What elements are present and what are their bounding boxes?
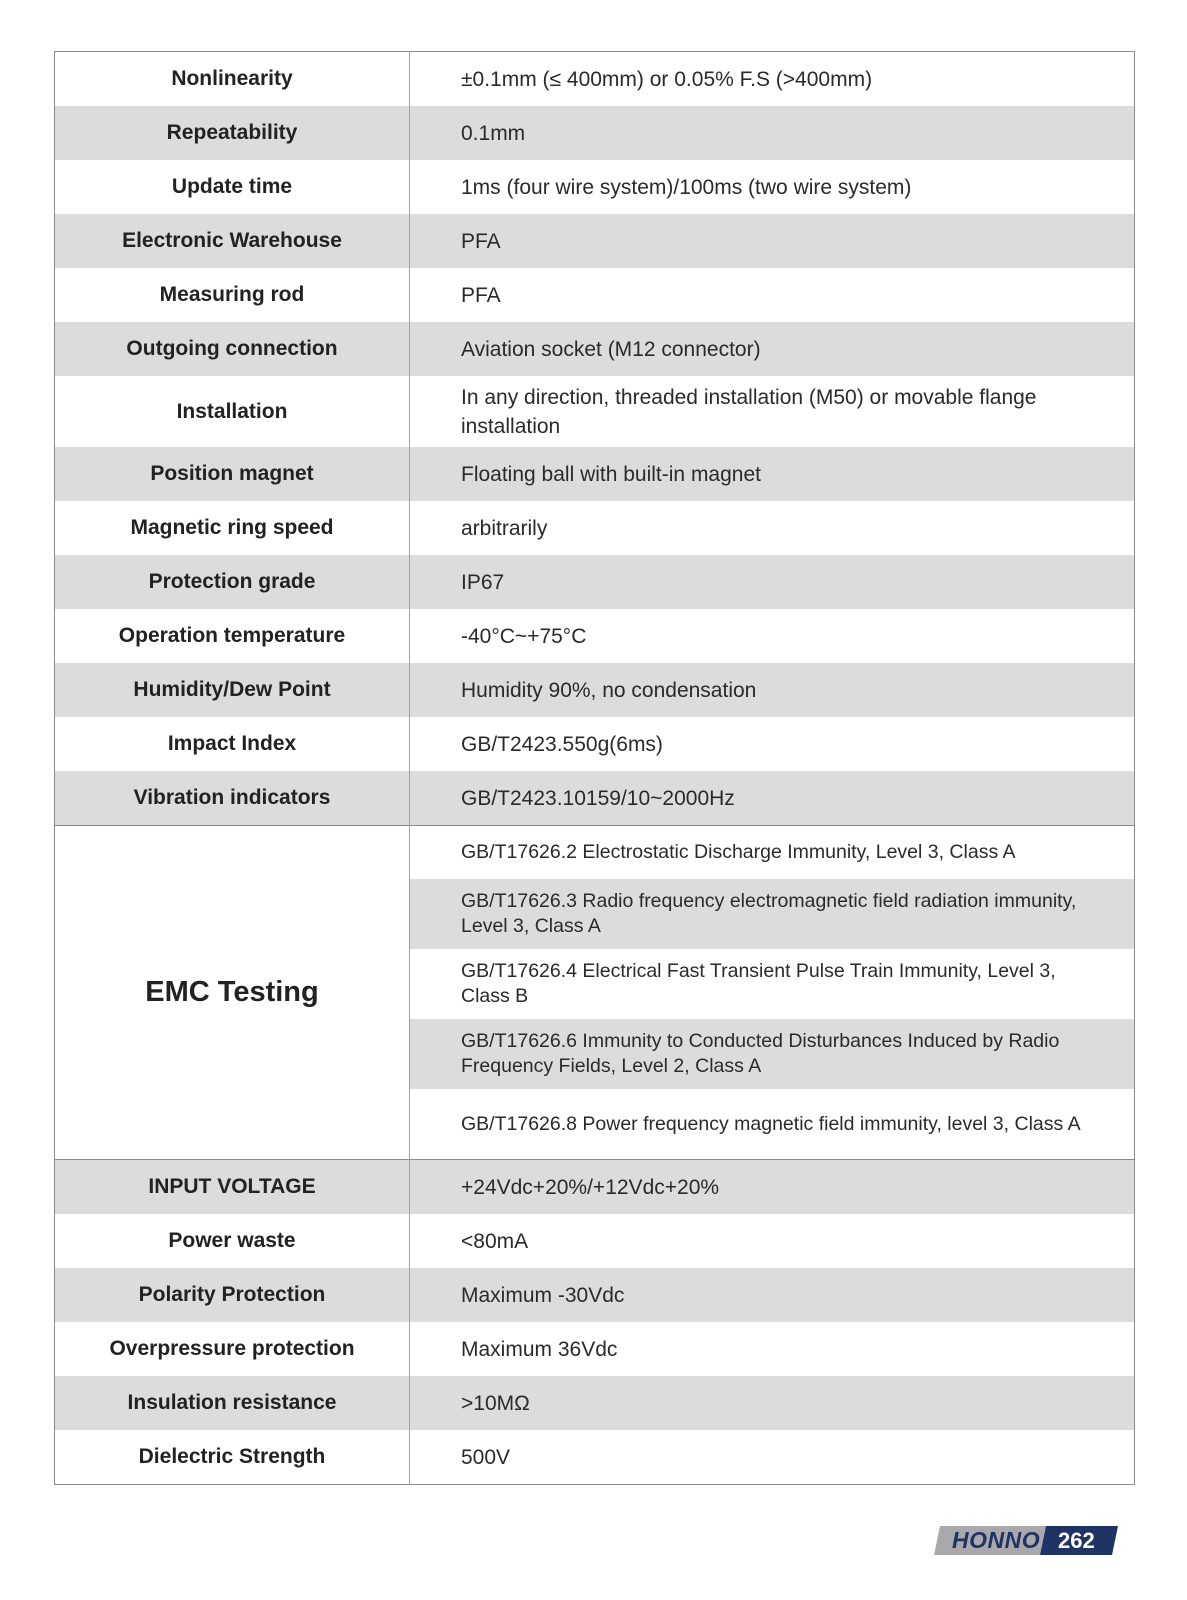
spec-label: Nonlinearity [55,52,410,107]
spec-value: >10MΩ [461,1391,530,1415]
spec-value: GB/T2423.10159/10~2000Hz [461,786,735,810]
spec-label: Outgoing connection [55,322,410,376]
table-row [55,322,1135,376]
spec-table-body [55,52,1135,1485]
spec-label: Position magnet [55,447,410,501]
table-row [55,1268,1135,1322]
emc-testing-label: EMC Testing [55,826,410,1160]
table-row [55,663,1135,717]
table-row [55,52,1135,107]
spec-label: Dielectric Strength [55,1430,410,1485]
spec-value: IP67 [461,570,505,594]
spec-label: Impact Index [55,717,410,771]
emc-item: GB/T17626.4 Electrical Fast Transient Pulse Train Immunity, Level 3, Class B [461,960,1056,1007]
spec-value: 500V [461,1445,511,1469]
table-row [55,214,1135,268]
spec-label: Overpressure protection [55,1322,410,1376]
spec-value: Aviation socket (M12 connector) [461,337,761,361]
spec-label: Repeatability [55,106,410,160]
spec-value: +24Vdc+20%/+12Vdc+20% [410,1160,1135,1215]
spec-label: Update time [55,160,410,214]
table-row [55,106,1135,160]
spec-label: Measuring rod [55,268,410,322]
page-number: 262 [1058,1528,1095,1553]
emc-item: GB/T17626.6 Immunity to Conducted Disturbances Induced by Radio Frequency Fields, Level 2, Class A [461,1030,1060,1077]
spec-value: Humidity 90%, no condensation [461,678,757,702]
spec-value: In any direction, threaded installation (M50) or movable flange installation [461,385,1037,438]
spec-value: PFA [461,229,501,253]
table-row [55,160,1135,214]
spec-value: ±0.1mm (≤ 400mm) or 0.05% F.S (>400mm) [461,67,873,91]
spec-label: Magnetic ring speed [55,501,410,555]
spec-value: GB/T2423.550g(6ms) [461,732,663,756]
spec-label: Protection grade [55,555,410,609]
spec-label: Vibration indicators [55,771,410,826]
table-row [55,717,1135,771]
table-row [55,1430,1135,1485]
footer-page-badge [934,1526,1118,1555]
table-row [55,555,1135,609]
spec-label: Installation [55,376,410,447]
spec-value: Floating ball with built-in magnet [461,462,761,486]
emc-item: GB/T17626.3 Radio frequency electromagnetic field radiation immunity, Level 3, Class A [461,890,1077,937]
spec-table [54,51,1135,1485]
spec-label: Power waste [55,1214,410,1268]
table-row [55,501,1135,555]
spec-label: Polarity Protection [55,1268,410,1322]
spec-value: Maximum 36Vdc [461,1337,618,1361]
table-row [55,376,1135,447]
spec-value: Maximum -30Vdc [461,1283,625,1307]
spec-label: INPUT VOLTAGE [55,1160,410,1215]
spec-value: 0.1mm [461,121,526,145]
spec-value: -40°C~+75°C [461,624,587,648]
spec-value: 1ms (four wire system)/100ms (two wire system) [461,175,912,199]
table-row [55,447,1135,501]
table-row [55,1160,1135,1215]
emc-item: GB/T17626.8 Power frequency magnetic field immunity, level 3, Class A [461,1112,1081,1135]
emc-item: GB/T17626.2 Electrostatic Discharge Immunity, Level 3, Class A [410,826,1135,880]
table-row [55,771,1135,826]
table-row [55,1376,1135,1430]
emc-row [55,826,1135,880]
spec-value: PFA [461,283,501,307]
spec-label: Humidity/Dew Point [55,663,410,717]
spec-value: arbitrarily [461,516,548,540]
table-row [55,1214,1135,1268]
spec-label: Insulation resistance [55,1376,410,1430]
table-row [55,609,1135,663]
spec-value: <80mA [461,1229,529,1253]
brand-name: HONNO [952,1527,1041,1553]
spec-label: Operation temperature [55,609,410,663]
table-row [55,1322,1135,1376]
spec-label: Electronic Warehouse [55,214,410,268]
table-row [55,268,1135,322]
